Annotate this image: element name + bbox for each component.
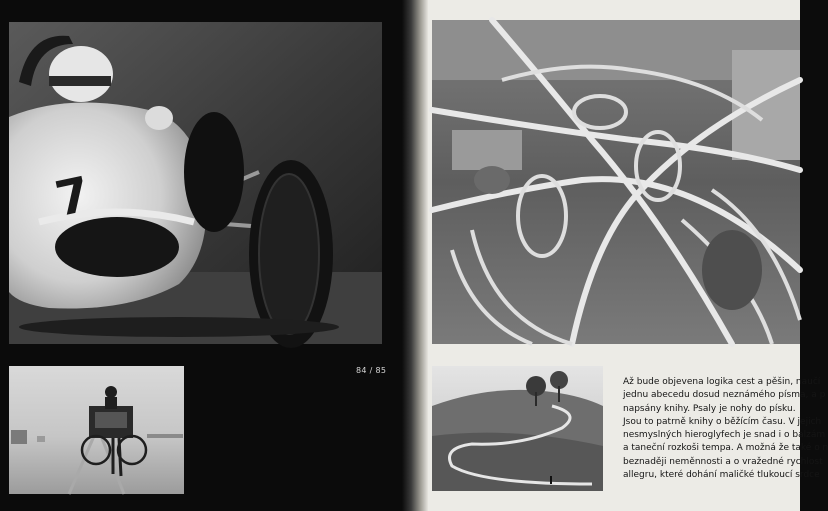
horse-carriage-photo [9,366,184,494]
book-gutter [402,0,428,511]
text-line: nesmyslných hieroglyfech je snad i o balzám [623,430,826,441]
text-line: jednu abecedu dosud neznámého písma, a p [623,390,826,401]
text-line: beznaději neměnnosti a o vražedné rychlost [623,456,823,467]
page-number: 84 / 85 [356,366,387,375]
highway-interchange-photo [432,20,800,344]
winding-path-photo [432,366,603,491]
text-line: napsány knihy. Psaly je nohy do písku. [623,403,796,414]
body-text [623,376,828,482]
text-line: allegru, které dohání maličké tlukoucí srdce [623,470,820,481]
text-line: Až bude objevena logika cest a pěšin, naučí [623,377,821,387]
text-line: Jsou to patrně knihy o běžícím času. V jejich [623,416,822,427]
text-line: a taneční rozkoši tempa. A možná že také o n [623,443,828,454]
car-number-7: 7 [50,166,95,228]
race-car-photo [9,22,382,344]
